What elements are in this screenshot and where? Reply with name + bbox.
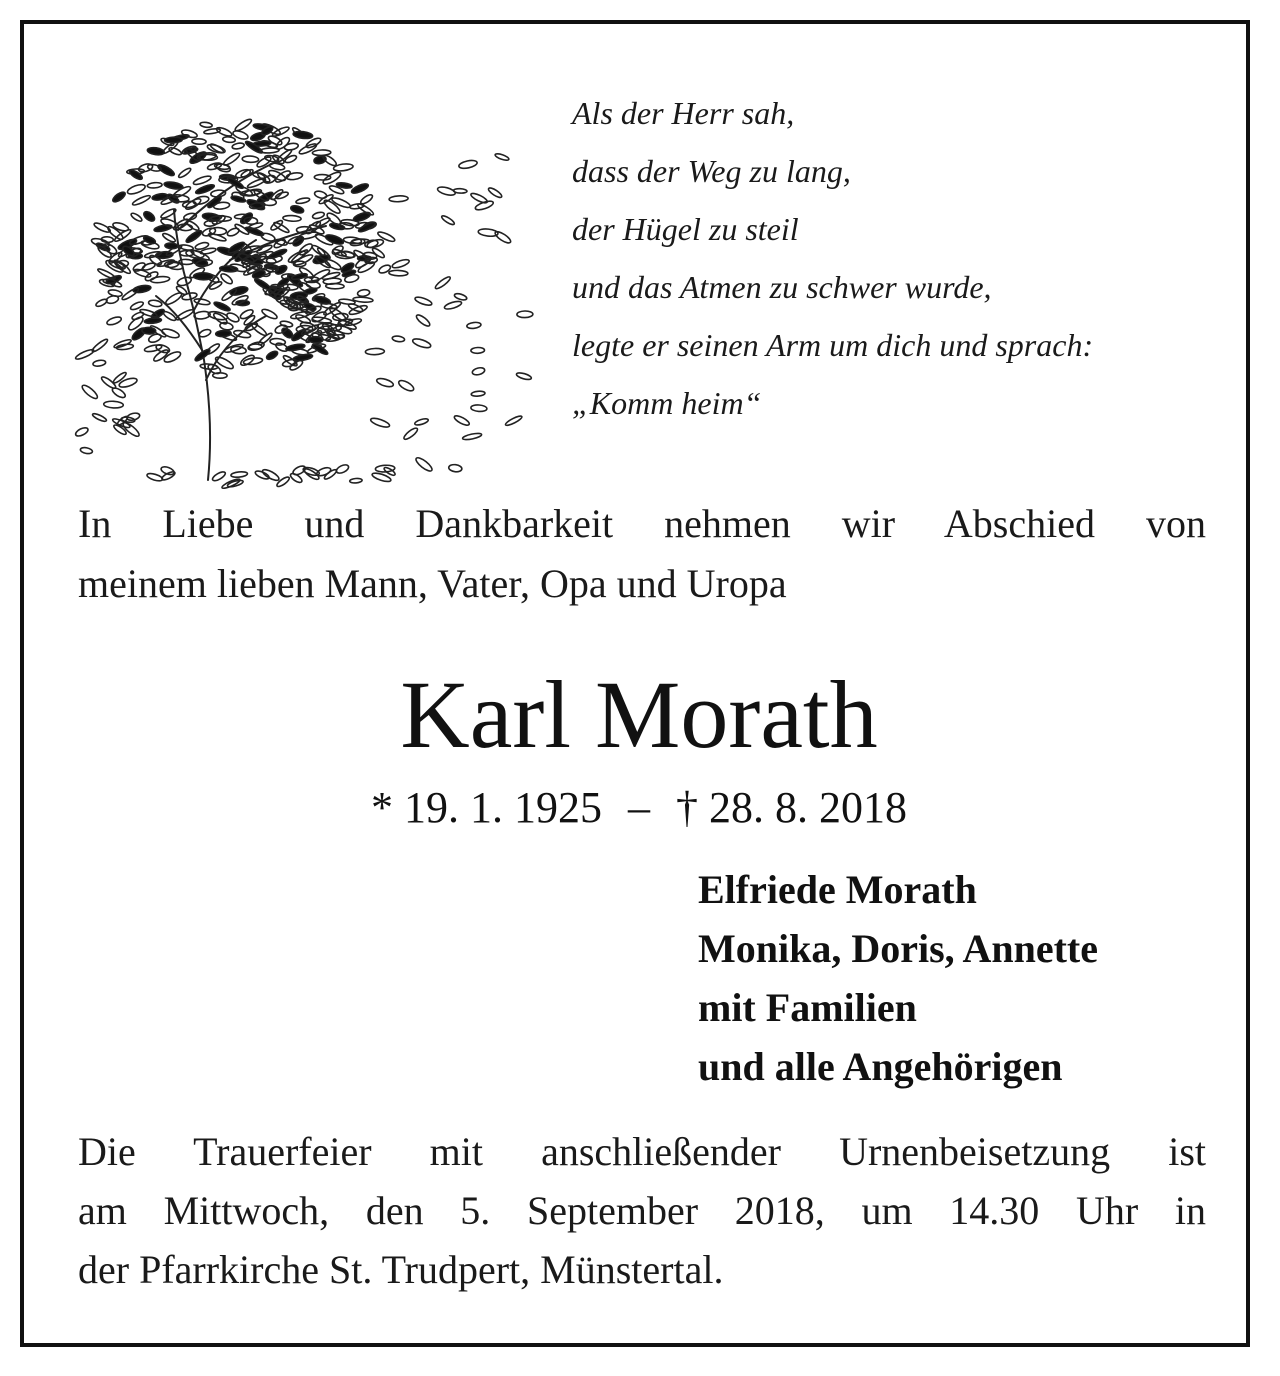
windblown-tree-illustration: [70, 60, 540, 490]
leaf-shape: [353, 297, 373, 303]
leaf-shape: [165, 137, 183, 143]
leaf-shape: [453, 414, 470, 427]
leaf-shape: [265, 350, 279, 361]
leaf-shape: [92, 412, 108, 422]
leaf-shape: [111, 190, 126, 203]
leaf-shape: [415, 313, 431, 328]
leaf-shape: [126, 183, 146, 196]
leaf-shape: [472, 367, 486, 376]
leaf-shape: [260, 232, 276, 243]
leaf-shape: [389, 270, 408, 276]
leaf-shape: [162, 232, 177, 243]
leaf-shape: [444, 300, 463, 311]
poem-line: Als der Herr sah,: [572, 95, 795, 131]
deceased-name: Karl Morath: [400, 661, 878, 768]
leaf-shape: [434, 275, 452, 290]
leaf-shape: [316, 466, 332, 477]
leaf-shape: [487, 186, 503, 199]
leaf-shape: [312, 150, 331, 156]
leaf-shape: [222, 136, 235, 143]
leaf-shape: [80, 447, 93, 455]
mourner-line: mit Familien: [698, 985, 917, 1030]
death-date: † 28. 8. 2018: [676, 783, 907, 832]
leaf-shape: [471, 404, 487, 412]
leaf-shape: [458, 159, 478, 170]
leaf-shape: [209, 227, 226, 235]
leaf-shape: [437, 185, 456, 196]
leaf-shape: [112, 371, 127, 384]
poem: [572, 84, 1232, 432]
poem-line: legte er seinen Arm um dich und sprach:: [572, 327, 1094, 363]
leaf-shape: [239, 308, 254, 320]
leaf-shape: [198, 328, 211, 338]
leaf-shape: [414, 456, 434, 473]
leaf-shape: [308, 336, 322, 343]
leaf-shape: [441, 214, 456, 226]
leaf-shape: [517, 311, 533, 318]
leaf-shape: [284, 154, 297, 164]
leaf-shape: [247, 341, 265, 352]
leaf-shape: [392, 335, 405, 342]
leaf-shape: [130, 212, 143, 223]
leaf-shape: [293, 131, 313, 140]
leaf-shape: [274, 238, 287, 246]
leaf-shape: [365, 348, 384, 355]
intro-line: In Liebe und Dankbarkeit nehmen wir Abschied von: [78, 501, 1206, 546]
leaf-shape: [211, 470, 226, 482]
leaf-shape: [147, 182, 162, 188]
leaf-shape: [414, 296, 433, 307]
poem-line: der Hügel zu steil: [572, 211, 799, 247]
leaf-shape: [402, 426, 419, 441]
leaf-shape: [164, 181, 184, 190]
leaf-shape: [154, 224, 173, 233]
mourner-line: Monika, Doris, Annette: [698, 926, 1098, 971]
service-line: Die Trauerfeier mit anschließender Urnenbeisetzung ist: [78, 1129, 1206, 1174]
leaf-shape: [143, 235, 157, 245]
leaf-shape: [326, 283, 344, 289]
leaf-shape: [312, 211, 325, 220]
leaf-shape: [466, 322, 481, 329]
leaf-shape: [216, 330, 232, 337]
leaf-shape: [106, 316, 122, 327]
leaf-shape: [252, 269, 266, 280]
leaf-shape: [183, 212, 197, 221]
leaf-shape: [285, 343, 305, 352]
leaf-shape: [516, 372, 532, 381]
leaf-shape: [138, 163, 154, 174]
leaf-shape: [283, 215, 301, 222]
leaf-shape: [80, 383, 99, 400]
leaf-shape: [375, 465, 395, 473]
leaf-shape: [220, 265, 238, 272]
mourners-list: [698, 860, 1218, 1096]
leaf-shape: [350, 478, 363, 483]
leaf-shape: [132, 194, 152, 207]
leaf-shape: [111, 386, 127, 399]
leaf-shape: [231, 471, 248, 478]
farewell-intro: [78, 494, 1206, 614]
leaf-shape: [470, 192, 489, 205]
leaf-shape: [194, 273, 214, 280]
leaf-shape: [314, 190, 328, 200]
obituary-notice: [20, 20, 1250, 1347]
leaf-shape: [471, 391, 485, 397]
leaf-shape: [165, 243, 178, 249]
leaf-shape: [74, 426, 89, 438]
leaf-shape: [505, 415, 523, 427]
leaf-shape: [232, 142, 245, 150]
leaf-shape: [215, 126, 232, 138]
leaf-shape: [389, 195, 408, 202]
leaf-shape: [350, 182, 369, 195]
leaf-shape: [414, 418, 429, 427]
leaf-shape: [397, 379, 415, 393]
leaf-shape: [118, 376, 138, 388]
leaf-shape: [335, 463, 350, 475]
leaf-shape: [95, 298, 108, 308]
leaf-shape: [128, 168, 143, 181]
leaf-shape: [462, 432, 482, 441]
leaf-shape: [448, 464, 462, 473]
leaf-shape: [146, 472, 163, 482]
date-separator: –: [628, 783, 650, 832]
leaf-shape: [376, 377, 394, 388]
leaf-shape: [168, 146, 182, 156]
life-dates: [24, 778, 1254, 838]
leaf-shape: [164, 291, 183, 306]
leaf-shape: [261, 468, 280, 483]
leaf-shape: [370, 417, 391, 429]
leaf-shape: [104, 401, 124, 409]
leaf-shape: [494, 152, 509, 161]
service-line: der Pfarrkirche St. Trudpert, Münstertal.: [78, 1247, 724, 1292]
leaf-shape: [147, 147, 165, 156]
leaf-shape: [213, 301, 231, 313]
mourner-line: Elfriede Morath: [698, 867, 977, 912]
birth-date: * 19. 1. 1925: [371, 783, 602, 832]
leaf-shape: [160, 465, 175, 476]
leaf-shape: [295, 197, 310, 204]
poem-line: dass der Weg zu lang,: [572, 153, 851, 189]
service-line: am Mittwoch, den 5. September 2018, um 14.30 Uhr in: [78, 1188, 1206, 1233]
leaf-shape: [270, 338, 286, 346]
leaf-shape: [176, 276, 192, 287]
leaf-shape: [175, 308, 194, 321]
leaf-shape: [142, 210, 156, 223]
leaf-shape: [412, 337, 432, 349]
leaf-shape: [213, 373, 227, 379]
leaf-shape: [377, 230, 396, 243]
poem-line: „Komm heim“: [572, 385, 762, 421]
leaf-shape: [75, 348, 95, 361]
leaf-shape: [200, 122, 213, 128]
leaf-shape: [142, 327, 156, 334]
leaf-shape: [93, 359, 107, 367]
leaf-shape: [284, 142, 299, 151]
leaf-shape: [290, 205, 304, 215]
leaf-shape: [331, 196, 351, 209]
leaf-shape: [221, 478, 241, 490]
poem-line: und das Atmen zu schwer wurde,: [572, 269, 992, 305]
leaf-shape: [391, 258, 410, 269]
leaf-shape: [93, 221, 111, 234]
leaf-shape: [454, 292, 468, 301]
leaf-shape: [192, 139, 206, 145]
leaf-shape: [121, 287, 140, 302]
leaf-shape: [471, 347, 485, 353]
leaf-shape: [177, 167, 191, 179]
leaf-shape: [242, 156, 259, 163]
leaf-shape: [234, 117, 253, 132]
intro-line: meinem lieben Mann, Vater, Opa und Uropa: [78, 561, 787, 606]
leaf-shape: [357, 289, 370, 297]
funeral-service-info: [78, 1122, 1206, 1299]
mourner-line: und alle Angehörigen: [698, 1044, 1063, 1089]
